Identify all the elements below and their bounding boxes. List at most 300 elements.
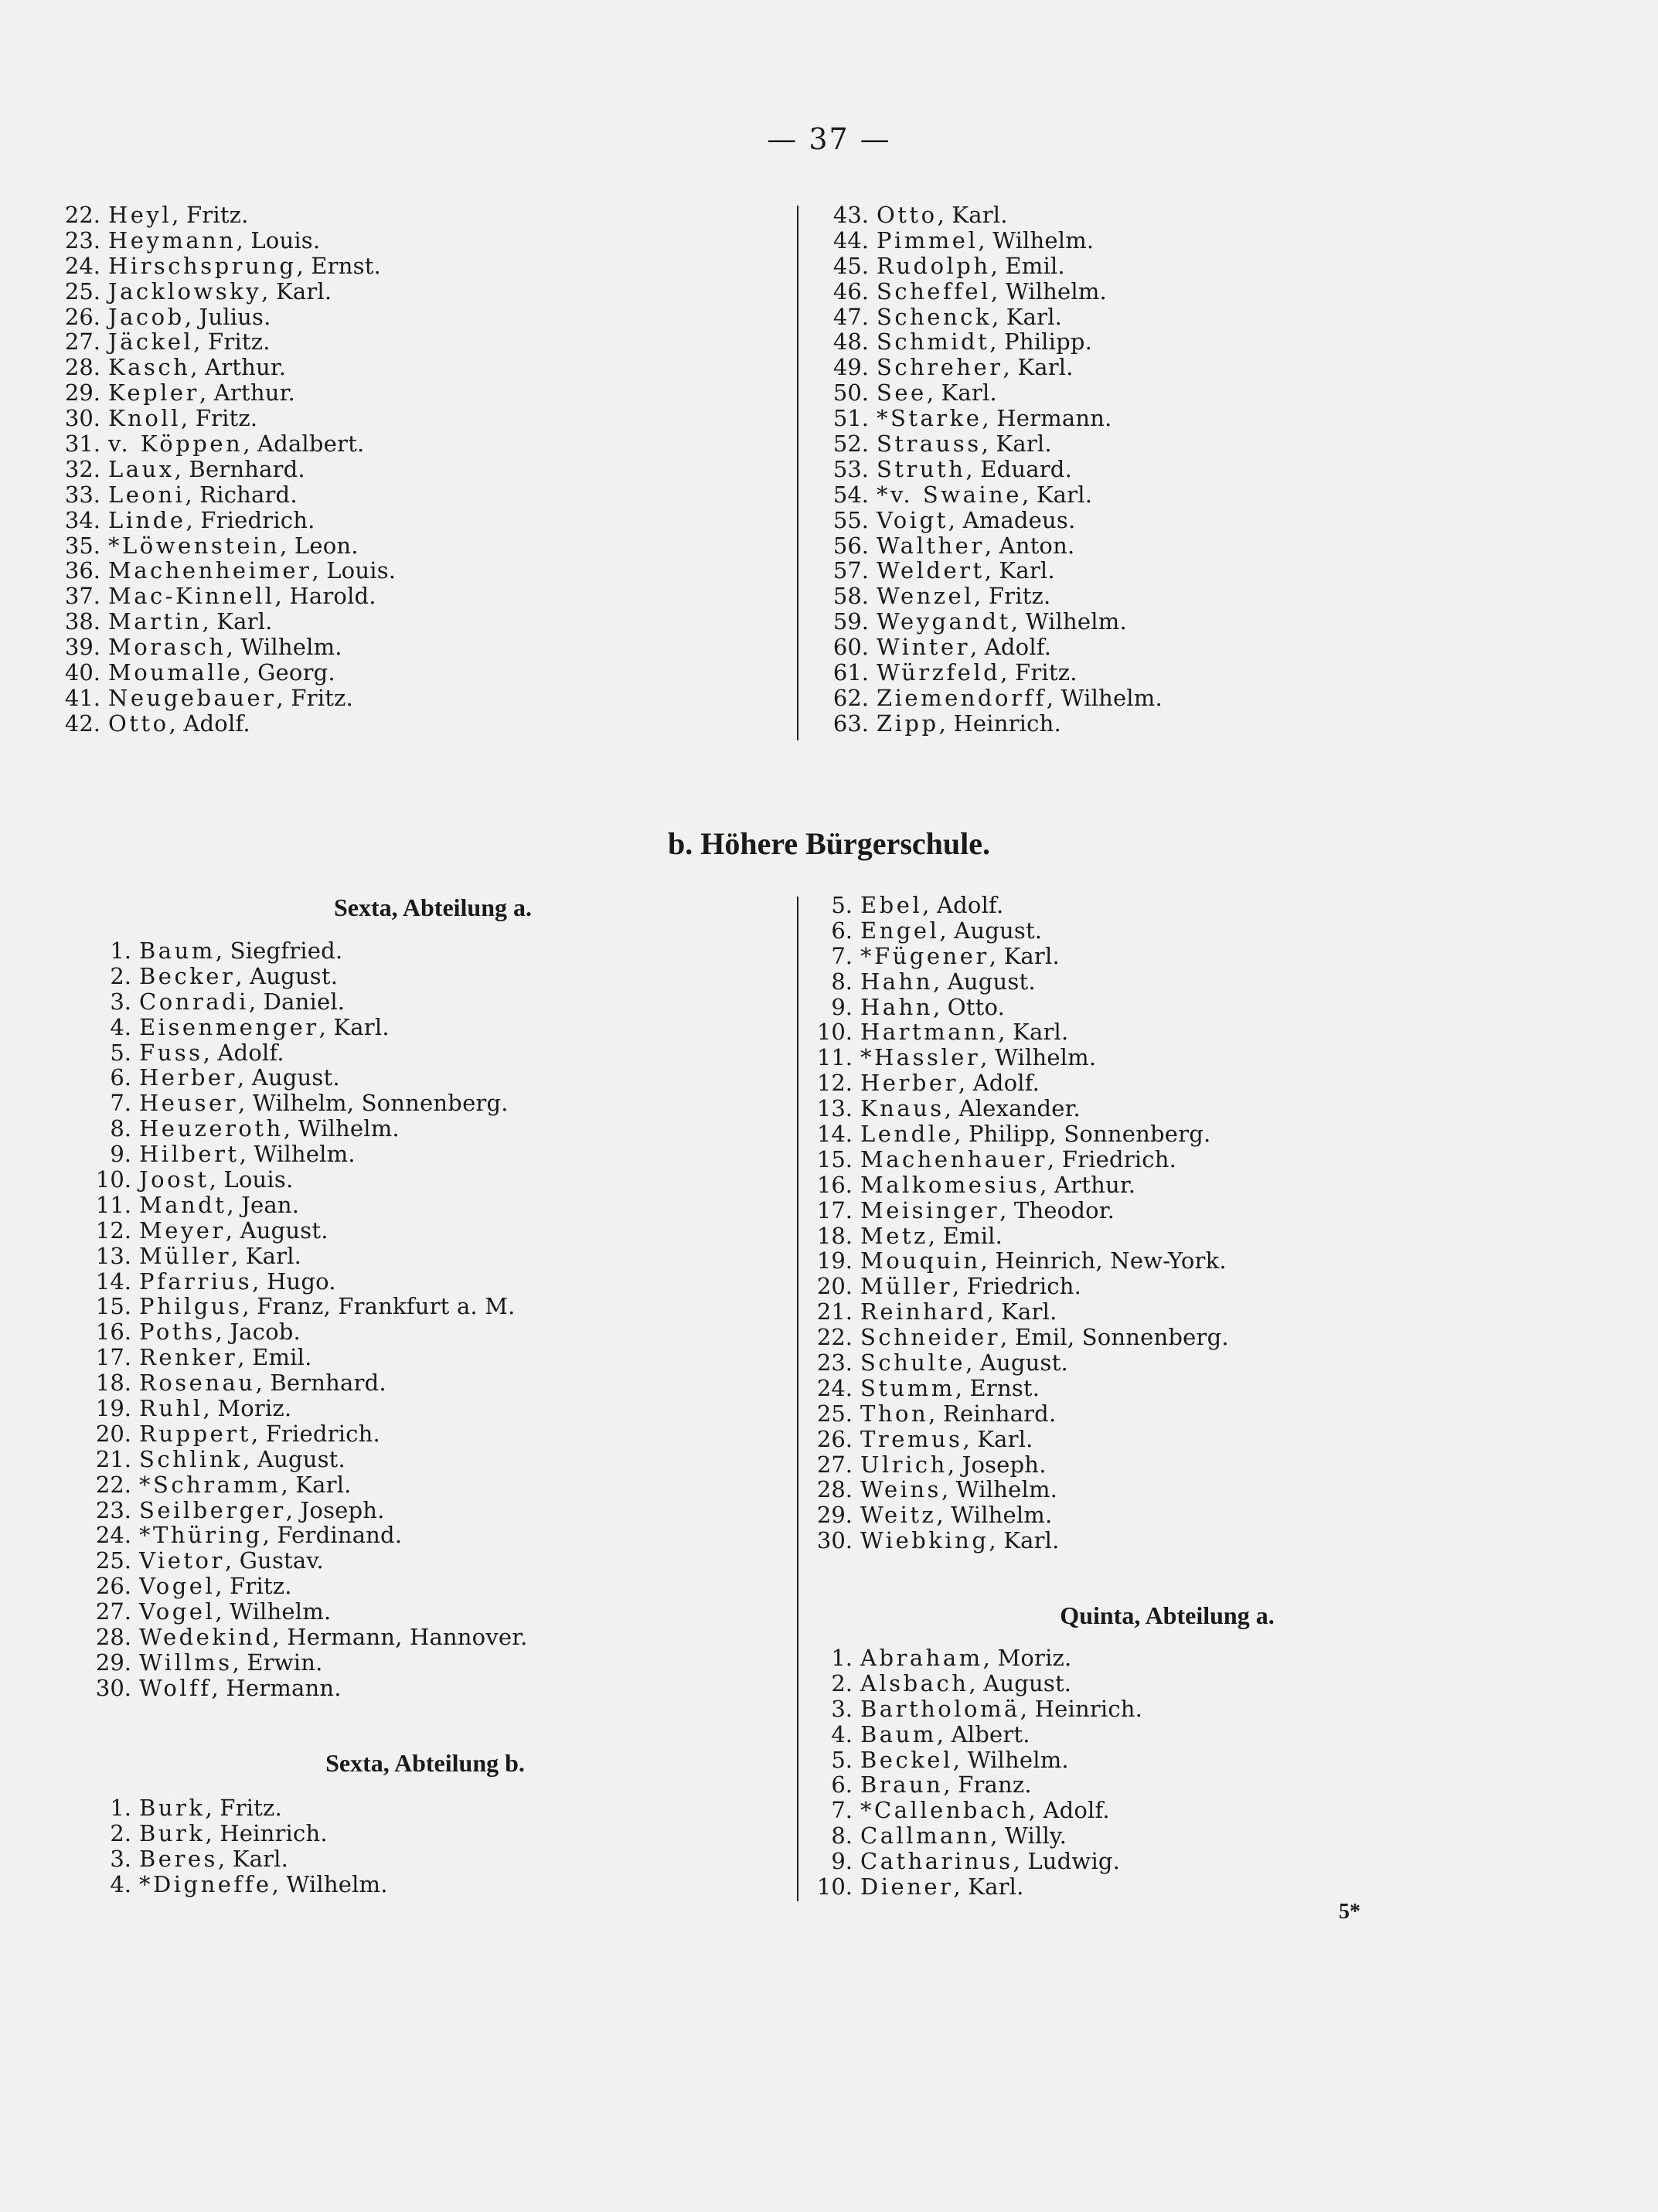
entry-number: 2. [831,1669,853,1696]
entry-given-name: , Karl. [1003,354,1074,381]
entry-number: 30. [816,1527,853,1554]
entry-surname: Rosenau [139,1370,256,1397]
entry-surname: Machenhauer [860,1145,1047,1172]
entry-surname: Ulrich [860,1451,948,1478]
entry-surname: Pimmel [877,226,979,254]
entry-given-name: , Karl. [989,942,1060,969]
list-item [77,1498,528,1523]
entry-number: 47. [832,303,869,330]
entry-number: 23. [64,226,100,254]
entry-number: 11. [95,1191,131,1218]
entry-surname: Vietor [139,1547,225,1574]
list-item [798,1325,1229,1350]
entry-surname: Pfarrius [139,1268,253,1295]
list-item [815,711,1163,737]
list-item [77,1345,528,1370]
entry-surname: *Fügener [860,942,989,969]
entry-number: 10. [816,1019,853,1046]
entry-given-name: , Wilhelm. [226,634,342,661]
entry-surname: Kasch [108,354,191,381]
list-item [798,1299,1229,1325]
entry-number: 8. [831,1822,853,1850]
entry-number: 41. [64,684,100,711]
entry-number: 6. [110,1064,131,1091]
entry-given-name: , Karl. [318,1013,390,1040]
list-item [798,1172,1229,1198]
entry-given-name: , Karl. [984,557,1055,584]
list-item [46,686,396,711]
entry-surname: Würzfeld [877,659,1001,686]
entry-given-name: , Ernst. [955,1374,1040,1401]
list-item [798,1477,1229,1502]
list-item [815,228,1163,254]
entry-given-name: , Bernhard. [174,455,305,482]
entry-surname: Müller [860,1273,952,1300]
list-quinta-a [798,1645,1142,1900]
entry-number: 30. [64,405,100,432]
entry-number: 37. [64,583,100,610]
list-item [798,1645,1142,1671]
list-item [46,431,396,457]
entry-surname: Hilbert [139,1141,240,1168]
entry-number: 35. [64,532,100,559]
entry-surname: Burk [139,1819,206,1846]
entry-number: 24. [816,1374,853,1401]
entry-given-name: , Wilhelm. [215,1598,332,1625]
list-item [798,1722,1142,1747]
list-item [815,686,1163,711]
list-item [77,1821,388,1846]
entry-given-name: , Alexander. [944,1095,1081,1122]
entry-number: 57. [832,557,869,584]
entry-surname: Winter [877,634,970,661]
entry-number: 48. [832,328,869,356]
list-item [77,1167,528,1193]
list-item [77,1244,528,1269]
entry-number: 20. [95,1420,131,1447]
list-item [798,1747,1142,1773]
list-item [815,508,1163,533]
entry-given-name: , Fritz. [180,405,258,432]
list-item [77,1574,528,1599]
list-item [46,202,396,228]
list-sexta-a-left [77,938,528,1701]
entry-surname: Ruhl [139,1395,203,1422]
entry-number: 22. [64,202,100,228]
entry-given-name: , Karl. [1021,481,1093,508]
entry-number: 14. [95,1268,131,1295]
list-item [46,660,396,686]
list-item [798,1070,1229,1096]
list-item [798,1696,1142,1722]
entry-surname: Vogel [139,1573,216,1600]
entry-given-name: , Harold. [274,583,376,610]
list-item [77,1447,528,1472]
entry-given-name: , Wilhelm. [239,1141,356,1168]
entry-given-name: , Adolf. [1028,1797,1110,1824]
entry-surname: Knaus [860,1095,945,1122]
entry-number: 55. [832,506,869,533]
list-item [798,1376,1229,1401]
list-item [798,1502,1229,1528]
entry-number: 7. [110,1090,131,1117]
entry-given-name: , Richard. [185,481,298,508]
list-item [815,457,1163,482]
entry-surname: *Thüring [139,1522,263,1549]
entry-number: 52. [832,430,869,458]
entry-surname: Otto [108,710,169,737]
entry-given-name: , Franz, Frankfurt a. M. [242,1293,516,1320]
list-item [77,1294,528,1319]
entry-number: 25. [64,277,100,305]
entry-given-name: , Joseph. [947,1451,1047,1478]
entry-surname: Jäckel [108,328,194,356]
entry-surname: *Starke [877,405,982,432]
list-item [77,1142,528,1167]
sexta-b-title: Sexta, Abteilung b. [325,1749,525,1777]
entry-surname: *Hassler [860,1044,981,1071]
entry-number: 33. [64,481,100,508]
list-item [815,533,1163,559]
list-item [77,938,528,964]
entry-surname: Morasch [108,634,226,661]
entry-given-name: , Emil. [237,1344,312,1371]
entry-surname: Ebel [860,892,923,918]
entry-number: 50. [832,379,869,407]
entry-surname: Heymann [108,226,237,254]
entry-surname: Mandt [139,1191,227,1218]
entry-given-name: , Karl. [989,1527,1060,1554]
entry-given-name: , Erwin. [232,1649,323,1676]
entry-surname: Braun [860,1771,944,1799]
list-item [77,1116,528,1142]
sexta-a-title: Sexta, Abteilung a. [333,893,533,921]
entry-surname: *Schramm [139,1471,281,1498]
list-item [798,944,1229,969]
entry-given-name: , Fritz. [205,1795,282,1821]
entry-surname: v. Köppen [108,430,243,458]
entry-given-name: , Wilhelm. [1010,608,1127,635]
entry-surname: Reinhard [860,1298,987,1325]
entry-surname: Laux [108,455,175,482]
list-item [46,533,396,559]
entry-number: 30. [95,1674,131,1701]
list-item [815,660,1163,686]
entry-surname: Poths [139,1319,216,1346]
entry-given-name: , Moriz. [982,1645,1072,1671]
entry-given-name: , Friedrich. [952,1273,1082,1300]
entry-number: 14. [816,1121,853,1148]
entry-given-name: , Adolf. [958,1070,1040,1097]
list-item [798,1849,1142,1874]
list-item [77,1548,528,1574]
entry-number: 60. [832,634,869,661]
entry-surname: Baum [139,938,216,964]
list-item [815,202,1163,228]
entry-surname: Diener [860,1873,954,1901]
entry-surname: Engel [860,917,940,944]
entry-given-name: , Emil. [928,1222,1003,1249]
entry-given-name: , Amadeus. [948,506,1076,533]
entry-surname: Philgus [139,1293,243,1320]
entry-number: 15. [95,1293,131,1320]
list-item [77,1218,528,1244]
entry-given-name: , Wilhelm. [978,226,1095,254]
list-item [77,1599,528,1625]
entry-surname: Renker [139,1344,238,1371]
list-item [798,893,1229,918]
entry-surname: Becker [139,962,236,989]
list-item [77,964,528,989]
entry-number: 23. [95,1496,131,1523]
entry-given-name: , August. [243,1445,346,1472]
entry-given-name: , Heinrich, New-York. [980,1247,1227,1274]
entry-given-name: , Arthur. [190,354,287,381]
entry-number: 4. [110,1870,131,1897]
list-item [77,1846,388,1872]
entry-surname: Neugebauer [108,684,277,711]
entry-number: 28. [64,354,100,381]
entry-given-name: , August. [939,917,1043,944]
list-item [798,1874,1142,1900]
entry-surname: Eisenmenger [139,1013,319,1040]
entry-surname: Hahn [860,968,933,995]
entry-number: 25. [95,1547,131,1574]
entry-given-name: , Friedrich. [1047,1145,1177,1172]
entry-number: 38. [64,608,100,635]
list-item [77,1650,528,1676]
list-item [798,1427,1229,1452]
entry-surname: Otto [877,202,938,228]
entry-surname: Vogel [139,1598,216,1625]
entry-given-name: , Arthur. [199,379,295,407]
list-item [798,1045,1229,1070]
entry-given-name: , Karl. [230,1242,302,1269]
entry-number: 15. [816,1145,853,1172]
entry-number: 36. [64,557,100,584]
entry-given-name: , Karl. [962,1425,1033,1452]
entry-number: 16. [95,1319,131,1346]
entry-given-name: , Karl. [217,1845,289,1872]
entry-given-name: , Adalbert. [243,430,365,458]
entry-given-name: , Karl. [937,202,1008,228]
entry-surname: *Digneffe [139,1870,272,1897]
list-item [77,1370,528,1396]
entry-number: 5. [831,892,853,918]
entry-surname: Scheffel [877,277,991,305]
list-item [798,1223,1229,1249]
entry-number: 17. [95,1344,131,1371]
section-title: b. Höhere Bürgerschule. [667,826,990,861]
entry-number: 58. [832,583,869,610]
list-item [798,1147,1229,1172]
entry-surname: Weitz [860,1502,937,1529]
list-item [798,1452,1229,1478]
list-item [798,1798,1142,1823]
entry-number: 31. [64,430,100,458]
entry-given-name: , Albert. [936,1720,1030,1747]
entry-surname: Callmann [860,1822,991,1850]
entry-number: 26. [816,1425,853,1452]
entry-number: 26. [95,1573,131,1600]
entry-number: 11. [816,1044,853,1071]
entry-number: 19. [816,1247,853,1274]
entry-surname: Stumm [860,1374,955,1401]
entry-number: 29. [64,379,100,407]
entry-number: 56. [832,532,869,559]
entry-given-name: , Karl. [926,379,997,407]
signature-mark: 5* [1339,1900,1360,1924]
entry-surname: Baum [860,1720,937,1747]
entry-given-name: , Fritz. [193,328,271,356]
list-item [46,609,396,635]
entry-given-name: , August. [237,1064,340,1091]
entry-surname: Hirschsprung [108,252,297,279]
list-item [77,1015,528,1040]
entry-surname: Moumalle [108,659,243,686]
entry-number: 10. [95,1166,131,1193]
list-item [798,1528,1229,1554]
list-item [46,355,396,380]
entry-surname: *Löwenstein [108,532,281,559]
entry-given-name: , Georg. [243,659,335,686]
list-item [77,1795,388,1821]
entry-given-name: , Hermann. [211,1674,342,1701]
entry-surname: Weins [860,1476,941,1503]
entry-surname: Lendle [860,1121,955,1148]
entry-given-name: , Wilhelm. [990,277,1107,305]
entry-given-name: , Karl. [281,1471,352,1498]
entry-given-name: , Siegfried. [215,938,343,964]
list-item [77,1625,528,1650]
entry-surname: Jacklowsky [108,277,262,305]
entry-number: 27. [816,1451,853,1478]
entry-given-name: , Theodor. [999,1196,1115,1223]
entry-number: 40. [64,659,100,686]
list-item [77,1676,528,1701]
entry-number: 63. [832,710,869,737]
entry-number: 3. [831,1695,853,1722]
entry-surname: Wenzel [877,583,974,610]
list-item [77,1065,528,1091]
list-item [798,1671,1142,1696]
entry-surname: Hartmann [860,1019,999,1046]
entry-surname: Alsbach [860,1669,969,1696]
list-item [46,482,396,508]
list-item [46,558,396,584]
list-item [46,228,396,254]
entry-given-name: , Karl. [986,1298,1057,1325]
entry-number: 29. [816,1502,853,1529]
list-item [77,1421,528,1447]
entry-surname: Heyl [108,202,172,228]
list-sexta-a-right [798,893,1229,1554]
entry-surname: Jacob [108,303,185,330]
entry-given-name: , Fritz. [172,202,249,228]
entry-number: 22. [816,1324,853,1351]
entry-surname: Thon [860,1400,929,1427]
entry-surname: Conradi [139,988,249,1015]
list-item [46,380,396,406]
entry-surname: Catharinus [860,1848,1013,1875]
entry-number: 6. [831,917,853,944]
entry-given-name: , Jean. [226,1191,300,1218]
entry-number: 62. [832,684,869,711]
list-item [46,305,396,330]
entry-number: 61. [832,659,869,686]
entry-surname: Seilberger [139,1496,286,1523]
entry-number: 59. [832,608,869,635]
entry-given-name: , Heinrich. [938,710,1061,737]
list-item [815,279,1163,305]
entry-surname: Bartholomä [860,1695,1020,1722]
entry-surname: *Callenbach [860,1797,1029,1824]
entry-number: 32. [64,455,100,482]
list-item [77,1319,528,1345]
entry-given-name: , Hermann. [982,405,1112,432]
entry-surname: Martin [108,608,203,635]
list-item [46,711,396,737]
entry-number: 18. [816,1222,853,1249]
entry-number: 4. [110,1013,131,1040]
entry-surname: Mac-Kinnell [108,583,275,610]
entry-number: 9. [110,1141,131,1168]
entry-surname: Kepler [108,379,199,407]
entry-surname: Walther [877,532,985,559]
list-item [46,457,396,482]
list-item [815,482,1163,508]
entry-given-name: , Karl. [981,430,1052,458]
list-top-left [46,202,396,737]
list-item [798,1823,1142,1849]
list-item [798,1350,1229,1376]
list-item [77,1396,528,1421]
entry-surname: Ziemendorff [877,684,1047,711]
entry-surname: Meisinger [860,1196,1000,1223]
entry-number: 43. [832,202,869,228]
entry-number: 12. [95,1217,131,1244]
entry-number: 27. [64,328,100,356]
entry-surname: Mouquin [860,1247,981,1274]
entry-given-name: , Philipp. [989,328,1093,356]
entry-given-name: , Karl. [953,1873,1024,1901]
list-item [815,406,1163,431]
list-item [77,1091,528,1116]
entry-surname: Schneider [860,1324,1000,1351]
entry-given-name: , Jacob. [215,1319,301,1346]
entry-given-name: , Karl. [991,303,1063,330]
list-item [46,279,396,305]
list-top-right [773,202,1163,737]
list-item [46,406,396,431]
entry-given-name: , Adolf. [169,710,250,737]
entry-number: 3. [110,1845,131,1872]
entry-given-name: , Franz. [943,1771,1032,1799]
entry-given-name: , Ernst. [296,252,381,279]
list-item [77,1040,528,1066]
list-item [798,1121,1229,1147]
entry-surname: Beckel [860,1746,953,1773]
entry-number: 7. [831,1797,853,1824]
entry-given-name: , Adolf. [922,892,1004,918]
entry-given-name: , Wilhelm, Sonnenberg. [238,1090,509,1117]
entry-given-name: , Emil. [990,252,1065,279]
entry-given-name: , August. [969,1669,1072,1696]
list-item [798,1274,1229,1299]
entry-surname: Herber [860,1070,958,1097]
entry-given-name: , Fritz. [974,583,1051,610]
list-item [798,1772,1142,1798]
